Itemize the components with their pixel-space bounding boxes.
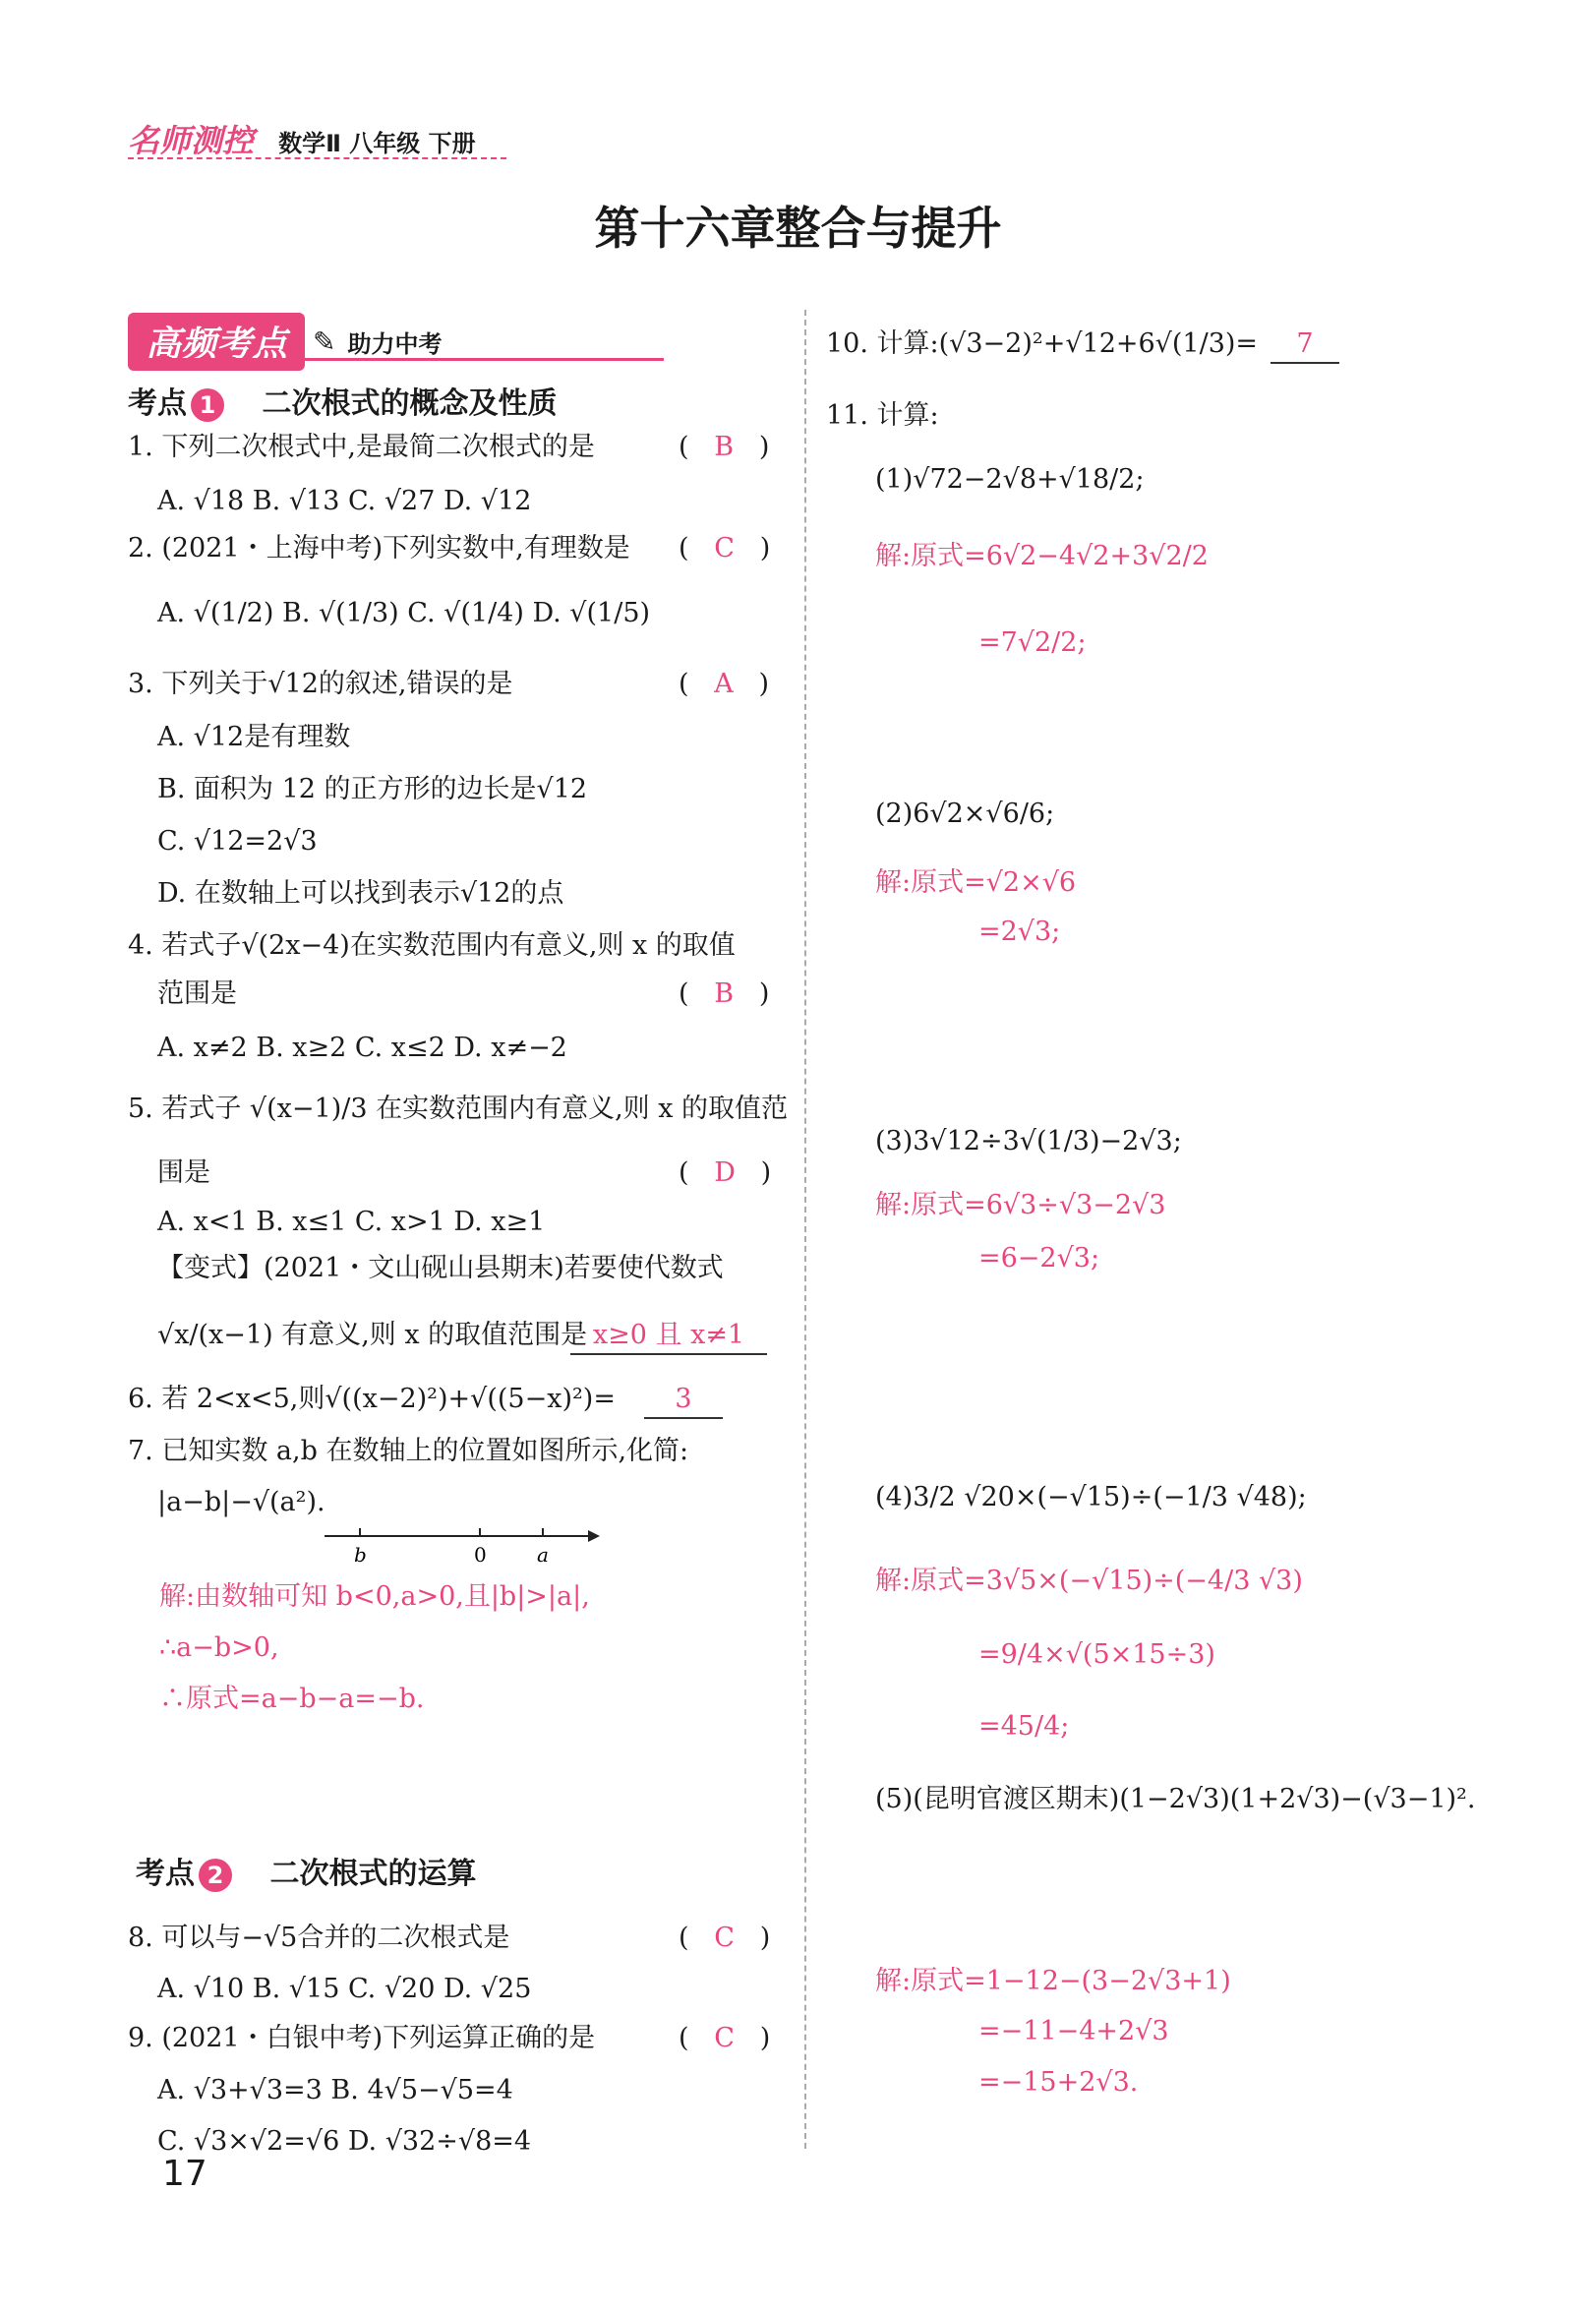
- answer-choice: ( C ): [679, 1923, 771, 1953]
- left_lines-line: [157, 772, 587, 807]
- solutions-text: =6−2√3;: [978, 1243, 1100, 1273]
- solutions-text: 解:原式=1−12−(3−2√3+1): [875, 1966, 1231, 1996]
- section-underline: [128, 358, 664, 361]
- left_lines-text: C. √3×√2=√6 D. √32÷√8=4: [157, 2126, 532, 2157]
- header-subject: 数学Ⅱ 八年级 下册: [278, 130, 476, 157]
- variant-answer-blank: [570, 1318, 767, 1355]
- topic-label: 考点: [136, 1857, 195, 1891]
- topic-label: 考点: [128, 386, 187, 421]
- topic-2-heading: [136, 1849, 476, 1892]
- solutions-line: [875, 1964, 1231, 1999]
- right_lines-line: [826, 326, 1258, 362]
- right_lines-text: (1)√72−2√8+√18/2;: [875, 464, 1145, 495]
- q10-answer-blank: [1271, 326, 1339, 364]
- section-badge: 高频考点: [128, 313, 305, 371]
- section-sub: 助力中考: [347, 330, 443, 358]
- solution-line: ∴a−b>0,: [159, 1632, 279, 1663]
- solution-line: 解:由数轴可知 b<0,a>0,且|b|>|a|,: [159, 1581, 590, 1612]
- solutions-text: 解:原式=√2×√6: [875, 867, 1077, 898]
- topic-number: 1: [191, 388, 224, 422]
- solutions-text: 解:原式=6√2−4√2+3√2/2: [875, 541, 1209, 571]
- left_lines-text: A. √(1/2) B. √(1/3) C. √(1/4) D. √(1/5): [157, 598, 651, 628]
- left_lines-text: A. √18 B. √13 C. √27 D. √12: [157, 486, 532, 516]
- numberline-label-b: b: [354, 1543, 367, 1567]
- answer-choice: ( D ): [679, 1157, 772, 1188]
- left_lines-text: |a−b|−√(a²).: [157, 1487, 325, 1517]
- answer-letter: B: [714, 432, 735, 462]
- left_lines-line: [128, 430, 595, 465]
- solutions-text: =−11−4+2√3: [978, 2016, 1169, 2046]
- left_lines-text: 【变式】(2021・文山砚山县期末)若要使代数式: [157, 1253, 724, 1283]
- left_lines-text: C. √12=2√3: [157, 826, 318, 857]
- solutions-line: [875, 1564, 1303, 1599]
- solutions-text: =7√2/2;: [978, 627, 1087, 658]
- solutions-text: 解:原式=3√5×(−√15)÷(−4/3 √3): [875, 1566, 1303, 1596]
- left_lines-line: [128, 928, 736, 964]
- left_lines-text: 6. 若 2<x<5,则√((x−2)²)+√((5−x)²)=: [128, 1384, 616, 1414]
- solutions-line: [978, 625, 1087, 661]
- left_lines-line: [157, 720, 350, 755]
- solutions-line: [875, 1188, 1165, 1223]
- header-underline: [128, 157, 506, 159]
- right_lines-text: 10. 计算:(√3−2)²+√12+6√(1/3)=: [826, 328, 1259, 359]
- solutions-line: [978, 1709, 1069, 1745]
- left_lines-line: [157, 1485, 325, 1520]
- topic-number: 2: [199, 1859, 232, 1892]
- left_lines-text: √x/(x−1) 有意义,则 x 的取值范围是: [157, 1320, 588, 1350]
- topic-title: 二次根式的运算: [269, 1857, 477, 1891]
- right_lines-text: (2)6√2×√6/6;: [875, 799, 1055, 829]
- left_lines-line: [157, 1155, 210, 1191]
- left_lines-line: [157, 1205, 545, 1240]
- left_lines-line: [128, 1921, 509, 1956]
- q10-answer: 7: [1271, 326, 1339, 364]
- page-title: 第十六章整合与提升: [594, 202, 1002, 255]
- answer-letter: B: [714, 978, 735, 1009]
- solutions-line: [978, 915, 1060, 950]
- left_lines-line: [157, 977, 237, 1012]
- left_lines-line: [128, 1382, 616, 1417]
- page-number: 17: [162, 2154, 207, 2194]
- left_lines-line: [157, 596, 650, 631]
- answer-choice: ( C ): [679, 2023, 771, 2053]
- left_lines-line: [128, 1092, 788, 1127]
- solutions-line: [978, 1241, 1099, 1276]
- solutions-text: =9/4×√(5×15÷3): [978, 1639, 1215, 1670]
- left_lines-text: 7. 已知实数 a,b 在数轴上的位置如图所示,化简:: [128, 1436, 689, 1466]
- left_lines-line: [157, 876, 563, 912]
- solutions-line: [978, 2065, 1138, 2101]
- left_lines-text: 3. 下列关于√12的叙述,错误的是: [128, 669, 513, 699]
- left_lines-line: [157, 2124, 531, 2160]
- right_lines-line: [875, 1782, 1475, 1817]
- solutions-line: [978, 1637, 1215, 1673]
- solutions-line: [875, 865, 1076, 901]
- left_lines-line: [157, 1972, 531, 2007]
- left_lines-line: [128, 667, 513, 702]
- left_lines-text: 9. (2021・白银中考)下列运算正确的是: [128, 2023, 596, 2053]
- answer-choice: ( A ): [679, 669, 770, 699]
- answer-letter: A: [714, 669, 734, 699]
- numberline-label-zero: 0: [474, 1543, 487, 1567]
- solution-line: ∴原式=a−b−a=−b.: [159, 1684, 425, 1714]
- left_lines-line: [157, 484, 531, 519]
- left_lines-text: 围是: [157, 1157, 210, 1188]
- section-header: [128, 313, 442, 371]
- left_lines-line: [157, 1031, 567, 1066]
- answer-letter: C: [714, 1923, 735, 1953]
- variant-answer: x≥0 且 x≠1: [570, 1318, 767, 1355]
- header: [128, 116, 476, 161]
- left_lines-line: [128, 2021, 595, 2056]
- q6-answer: 3: [644, 1382, 723, 1419]
- answer-letter: C: [714, 2023, 735, 2053]
- right_lines-line: [875, 1480, 1307, 1515]
- right_lines-text: (5)(昆明官渡区期末)(1−2√3)(1+2√3)−(√3−1)².: [875, 1784, 1476, 1814]
- right_lines-text: 11. 计算:: [826, 400, 939, 431]
- left_lines-line: [128, 1434, 688, 1469]
- left_lines-text: 2. (2021・上海中考)下列实数中,有理数是: [128, 533, 630, 563]
- left_lines-line: [157, 1318, 587, 1353]
- left_lines-text: 8. 可以与−√5合并的二次根式是: [128, 1923, 510, 1953]
- solutions-text: =2√3;: [978, 917, 1061, 947]
- answer-choice: ( C ): [679, 533, 771, 563]
- left_lines-text: 1. 下列二次根式中,是最简二次根式的是: [128, 432, 595, 462]
- topic-title: 二次根式的概念及性质: [262, 386, 558, 421]
- left_lines-line: [157, 824, 318, 859]
- numberline-label-a: a: [537, 1543, 549, 1567]
- topic-1-heading: [128, 379, 557, 422]
- left_lines-text: B. 面积为 12 的正方形的边长是√12: [157, 774, 588, 804]
- solutions-text: =−15+2√3.: [978, 2067, 1139, 2098]
- left_lines-text: D. 在数轴上可以找到表示√12的点: [157, 878, 564, 909]
- right_lines-text: (4)3/2 √20×(−√15)÷(−1/3 √48);: [875, 1482, 1307, 1512]
- q6-answer-blank: [644, 1382, 723, 1419]
- left_lines-line: [128, 531, 630, 566]
- answer-choice: ( B ): [679, 978, 770, 1009]
- right_lines-text: (3)3√12÷3√(1/3)−2√3;: [875, 1126, 1182, 1156]
- q7-solution: [159, 1571, 590, 1725]
- column-divider: [804, 310, 806, 2149]
- right_lines-line: [875, 1124, 1182, 1159]
- left_lines-line: [157, 2073, 513, 2108]
- right_lines-line: [826, 398, 939, 434]
- left_lines-text: A. √3+√3=3 B. 4√5−√5=4: [157, 2075, 513, 2105]
- left_lines-text: 5. 若式子 √(x−1)/3 在实数范围内有意义,则 x 的取值范: [128, 1094, 789, 1124]
- left_lines-text: 4. 若式子√(2x−4)在实数范围内有意义,则 x 的取值: [128, 930, 736, 961]
- left_lines-text: 范围是: [157, 978, 237, 1009]
- left_lines-line: [157, 1251, 724, 1286]
- left_lines-text: A. x<1 B. x≤1 C. x>1 D. x≥1: [157, 1207, 546, 1237]
- left_lines-text: A. x≠2 B. x≥2 C. x≤2 D. x≠−2: [157, 1033, 567, 1063]
- left_lines-text: A. √10 B. √15 C. √20 D. √25: [157, 1974, 532, 2004]
- solutions-text: 解:原式=6√3÷√3−2√3: [875, 1190, 1166, 1220]
- solutions-line: [875, 539, 1209, 574]
- right_lines-line: [875, 462, 1145, 498]
- answer-letter: C: [714, 533, 735, 563]
- answer-letter: D: [714, 1157, 736, 1188]
- pencil-icon: ✎: [313, 326, 336, 358]
- solutions-line: [978, 2014, 1169, 2049]
- left_lines-text: A. √12是有理数: [157, 722, 351, 752]
- answer-choice: ( B ): [679, 432, 770, 462]
- brand-logo: 名师测控: [128, 122, 255, 159]
- solutions-text: =45/4;: [978, 1711, 1070, 1742]
- number-line: [315, 1514, 610, 1573]
- right_lines-line: [875, 797, 1054, 832]
